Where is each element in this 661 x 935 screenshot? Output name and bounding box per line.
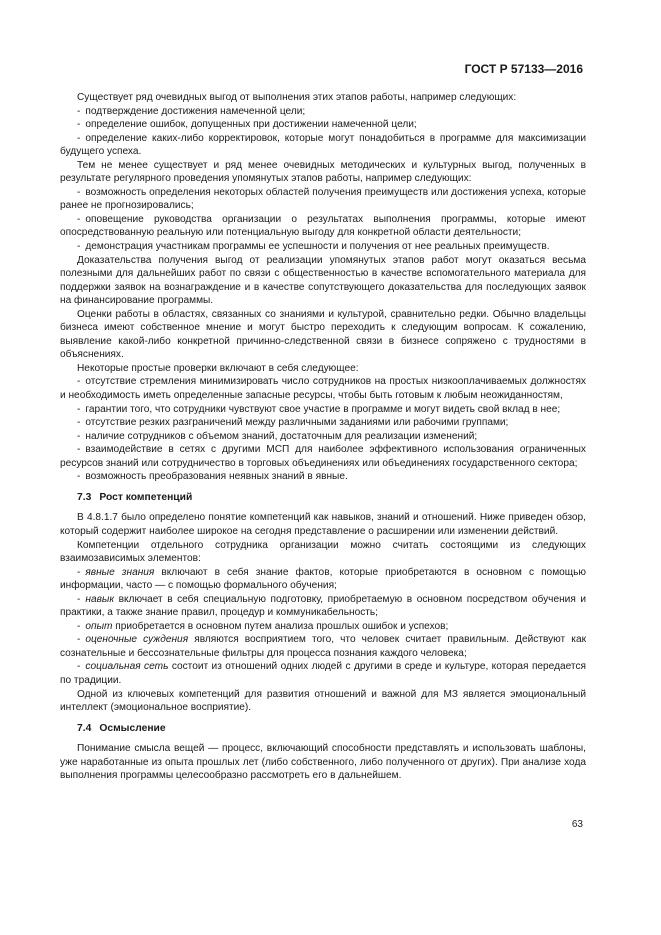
dash-bullet: - — [77, 186, 81, 198]
list-item — [60, 566, 586, 593]
dash-bullet: - — [77, 417, 81, 429]
term: навык — [85, 593, 115, 605]
paragraph: Некоторые простые проверки включают в себя следующее: — [77, 362, 359, 374]
list-item-text: оповещение руководства организации о результатах выполнения программы, которые имеют опосредствованную реальную или потенциальную выгоду для конкретной области деятельности; — [60, 213, 586, 239]
page-number: 63 — [571, 819, 583, 830]
list-item — [60, 416, 586, 430]
list-item — [60, 620, 586, 634]
list-item — [60, 633, 586, 660]
document-body — [60, 91, 586, 783]
list-item — [60, 105, 586, 119]
paragraph: В 4.8.1.7 было определено понятие компетенций как навыков, знаний и отношений. Ниже приведен обзор, который содержит наиболее широкое на сегодня представление о расширении или изменении действий. — [60, 512, 586, 537]
list-item — [60, 375, 586, 402]
section-title: Осмысление — [99, 722, 166, 734]
paragraph: Компетенции отдельного сотрудника организации можно считать состоящими из следующих взаимозависимых элементов: — [60, 539, 586, 565]
list-item-text: наличие сотрудников с объемом знаний, достаточным для реализации изменений; — [85, 430, 478, 442]
dash-bullet: - — [77, 566, 81, 578]
dash-bullet: - — [77, 620, 81, 632]
section-title: Рост компетенций — [99, 491, 193, 503]
list-item-text: отсутствие стремления минимизировать число сотрудников на простых низкооплачиваемых должностях и необходимость иметь определенные запасные ресурсы, чтобы быть готовым к любым неожиданностям, — [60, 376, 586, 402]
dash-bullet: - — [77, 444, 81, 456]
term: явные знания — [85, 566, 155, 578]
list-item — [60, 186, 586, 213]
dash-bullet: - — [77, 471, 81, 483]
list-item-text: включает в себя специальную подготовку, приобретаемую в основном посредством обучения и практики, а также знание правил, процедур и коммуникабельность; — [60, 593, 586, 619]
term: социальная сеть — [85, 661, 169, 673]
list-item — [60, 118, 586, 132]
list-item — [60, 470, 586, 484]
list-item-text: демонстрация участникам программы ее успешности и получения от нее реальных преимуществ. — [85, 241, 550, 253]
dash-bullet: - — [77, 213, 81, 225]
paragraph: Понимание смысла вещей — процесс, включающий способности представлять и использовать шаблоны, уже наработанные из опыта прошлых лет (либо собственного, либо полученного от других). При анализе хода выполнения программы целесообразно рассмотреть его в дальнейшем. — [60, 743, 586, 782]
section-number: 7.4 — [77, 722, 92, 734]
paragraph: Тем не менее существует и ряд менее очевидных методических и культурных выгод, полученных в результате регулярного проведения упомянутых этапов работы, например следующих: — [60, 159, 586, 185]
list-item-text: состоит из отношений одних людей с другими в среде и культуре, которая передается по традиции. — [60, 661, 586, 686]
list-item-text: возможность определения некоторых областей получения преимуществ или достижения успеха, которые ранее не прогнозировались; — [60, 186, 586, 212]
list-item-text: приобретается в основном путем анализа прошлых ошибок и успехов; — [112, 620, 449, 632]
list-item-text: определение каких-либо корректировок, которые могут понадобиться в программе для максимизации будущего успеха. — [60, 132, 586, 158]
list-item-text: отсутствие резких разграничений между различными заданиями или рабочими группами; — [85, 417, 509, 429]
list-item-text: возможность преобразования неявных знаний в явные. — [85, 471, 348, 483]
list-item — [60, 132, 586, 159]
list-item — [60, 213, 586, 240]
dash-bullet: - — [77, 105, 81, 117]
dash-bullet: - — [77, 661, 81, 673]
list-item — [60, 430, 586, 444]
paragraph: Доказательства получения выгод от реализации упомянутых этапов работ могут оказаться весьма полезными для дальнейших работ по связи с общественностью в качестве вспомогательного материала для поддержки заявок на вознаграждение и в качестве сопутствующего доказательства для последующих заявок на финансирование программы. — [60, 254, 586, 307]
term: оценочные суждения — [85, 634, 189, 646]
section-heading — [77, 491, 586, 505]
section-heading — [77, 722, 586, 736]
list-item-text: подтверждение достижения намеченной цели; — [85, 105, 306, 117]
list-item — [60, 403, 586, 417]
dash-bullet: - — [77, 241, 81, 253]
dash-bullet: - — [77, 634, 81, 646]
paragraph: Одной из ключевых компетенций для развития отношений и важной для МЗ является эмоциональный интеллект (эмоциональное восприятие). — [60, 688, 586, 714]
standard-header: ГОСТ Р 57133—2016 — [464, 62, 583, 76]
dash-bullet: - — [77, 403, 81, 415]
list-item-text: являются восприятием того, что человек считает правильным. Действуют как сознательные и бессознательные фильтры для процесса познания каждого человека; — [60, 634, 586, 659]
paragraph: Оценки работы в областях, связанных со знаниями и культурой, сравнительно редки. Обычно владельцы бизнеса имеют собственное мнение и могут быстро переходить к следующим вопросам. К сожалению, выявление какой-либо конкретной причинно-следственной связи в бизнесе сопряжено с трудностями в объяснениях. — [60, 308, 586, 361]
dash-bullet: - — [77, 376, 81, 388]
dash-bullet: - — [77, 132, 81, 144]
dash-bullet: - — [77, 593, 81, 605]
list-item-text: взаимодействие в сетях с другими МСП для наиболее эффективного использования ограниченных ресурсов знаний или сотрудничество в торговых объединениях или объединениях государственного сектора; — [60, 444, 586, 469]
section-number: 7.3 — [77, 491, 92, 503]
paragraph: Существует ряд очевидных выгод от выполнения этих этапов работы, например следующих: — [77, 92, 517, 103]
dash-bullet: - — [77, 430, 81, 442]
list-item — [60, 240, 586, 254]
list-item-text: включают в себя знание фактов, которые приобретаются в основном с помощью информации, часто — с помощью формального обучения; — [60, 566, 586, 592]
term: опыт — [85, 620, 113, 632]
list-item — [60, 660, 586, 687]
dash-bullet: - — [77, 119, 81, 131]
list-item-text: гарантии того, что сотрудники чувствуют свое участие в программе и могут видеть свой вклад в нее; — [85, 403, 561, 415]
list-item — [60, 593, 586, 620]
list-item — [60, 443, 586, 470]
list-item-text: определение ошибок, допущенных при достижении намеченной цели; — [85, 119, 417, 131]
